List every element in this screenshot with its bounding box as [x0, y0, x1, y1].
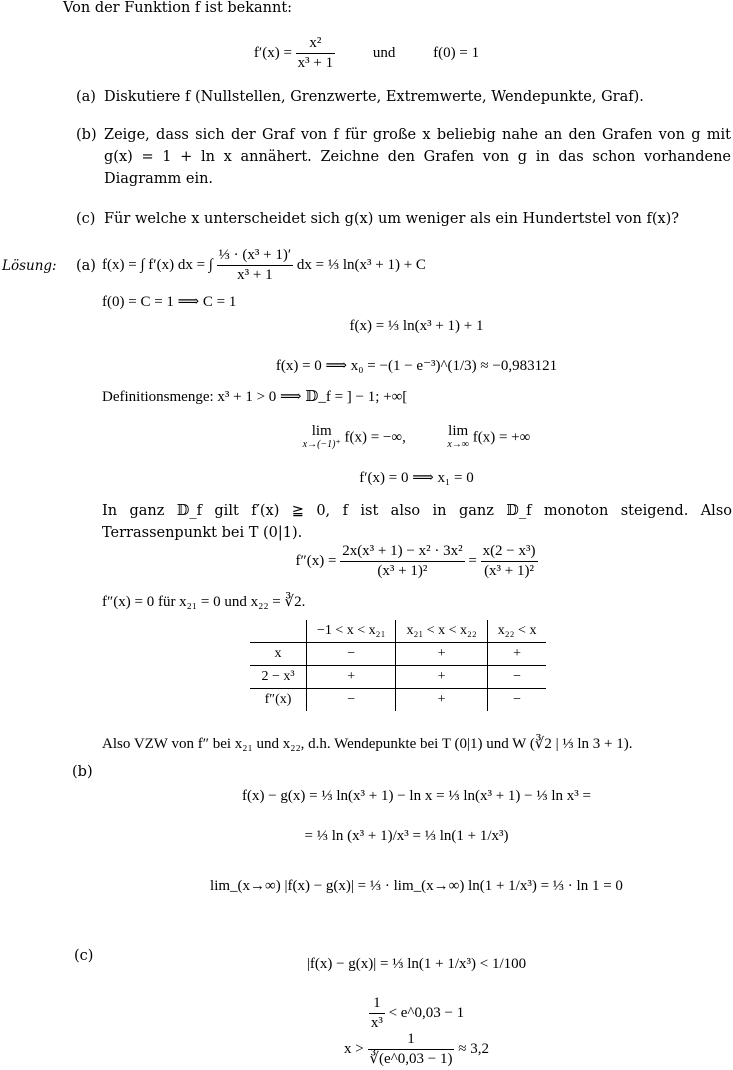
given-den: x³ + 1: [297, 55, 334, 71]
header-cell: x₂₂ < x: [487, 620, 546, 643]
sign-table-row: [250, 689, 546, 712]
integral-num: ⅓ · (x³ + 1)′: [218, 247, 292, 263]
task-c-text: Für welche x unterscheidet sich g(x) um weniger als ein Hundertstel von f(x)?: [104, 211, 680, 227]
table-cell: −: [487, 666, 546, 689]
header-cell: [250, 620, 307, 643]
c-num1: 1: [373, 995, 381, 1011]
table-cell: x: [250, 643, 307, 666]
c-lhs3: x >: [344, 1040, 364, 1057]
c-frac3: [368, 1030, 455, 1069]
table-cell: −: [307, 689, 396, 712]
sign-table-row: [250, 643, 546, 666]
given-f0: f(0) = 1: [433, 44, 480, 61]
sol-a-second-derivative: [50, 542, 733, 581]
c-tail1: < e^0,03 − 1: [388, 1004, 465, 1021]
sign-table-header: [250, 620, 546, 643]
sol-a-monotone: In ganz 𝔻_f gilt f′(x) ≧ 0, f ist also in ganz 𝔻_f monoton steigend. Also Terrassenpunkt bei T (0|1).: [102, 503, 732, 541]
c-den1: x³: [370, 1015, 383, 1031]
sol-a-integral: [102, 246, 426, 285]
integral-den: x³ + 1: [217, 265, 293, 285]
sol-a-stationary: f′(x) = 0 ⟹ x₁ = 0: [359, 470, 474, 486]
second-num1: 2x(x³ + 1) − x² · 3x²: [342, 543, 463, 559]
intro-text: Von der Funktion f ist bekannt:: [63, 0, 293, 16]
lim2-tail: f(x) = +∞: [472, 429, 531, 446]
c-den3: ∛(e^0,03 − 1): [369, 1051, 453, 1067]
sol-b-line2: = ⅓ ln (x³ + 1)/x³ = ⅓ ln(1 + 1/x³): [304, 828, 509, 844]
sol-a-conclusion: Also VZW von f″ bei x₂₁ und x₂₂, d.h. Wendepunkte bei T (0|1) und W (∛2 | ⅓ ln 3 + 1).: [102, 736, 633, 752]
table-cell: f″(x): [250, 689, 307, 712]
lim1-tail: f(x) = −∞,: [344, 429, 406, 446]
integral-tail: dx = ⅓ ln(x³ + 1) + C: [296, 256, 426, 273]
table-cell: +: [307, 666, 396, 689]
task-b: [76, 124, 731, 190]
sol-a-f-result: f(x) = ⅓ ln(x³ + 1) + 1: [349, 318, 484, 334]
given-and: und: [372, 44, 396, 61]
second-den2: (x³ + 1)²: [481, 561, 538, 581]
solution-label: Lösung:: [2, 258, 57, 274]
second-den1: (x³ + 1)²: [340, 561, 464, 581]
sign-table-row: [250, 666, 546, 689]
lim1-sub: x→(−1)⁺: [302, 439, 341, 450]
sol-a-zero: f(x) = 0 ⟹ x₀ = −(1 − e⁻³)^(1/3) ≈ −0,983121: [275, 358, 558, 374]
table-cell: +: [396, 689, 487, 712]
lim1: [303, 424, 341, 452]
sol-b-label: (b): [72, 764, 93, 780]
task-a-label: (a): [76, 89, 96, 105]
table-cell: +: [396, 666, 487, 689]
second-lhs: f″(x) =: [295, 552, 337, 569]
c-tail3: ≈ 3,2: [458, 1040, 489, 1057]
integral-fraction: [217, 246, 293, 285]
integral-lhs: f(x) = ∫ f′(x) dx = ∫: [102, 256, 213, 273]
table-cell: −: [307, 643, 396, 666]
sol-c-line1: |f(x) − g(x)| = ⅓ ln(1 + 1/x³) < 1/100: [306, 956, 527, 972]
sol-b-line3: lim_(x→∞) |f(x) − g(x)| = ⅓ · lim_(x→∞) ln(1 + 1/x³) = ⅓ · ln 1 = 0: [210, 878, 623, 894]
given-num: x²: [309, 35, 322, 51]
lim1-op: lim: [311, 423, 332, 439]
sol-a-limits: [50, 424, 733, 452]
second-num2: x(2 − x³): [482, 543, 536, 559]
task-b-text: Zeige, dass sich der Graf von f für große x beliebig nahe an den Grafen von g mit g(x) = 1 + ln x annähert. Zeichne den Grafen von g in das schon vorhandene Diagramm ein.: [104, 127, 731, 187]
given-equation: [0, 34, 733, 73]
task-a: [76, 86, 731, 108]
given-lhs: f′(x) =: [253, 44, 292, 61]
table-cell: −: [487, 689, 546, 712]
table-cell: 2 − x³: [250, 666, 307, 689]
sol-a-c-line: f(0) = C = 1 ⟹ C = 1: [102, 294, 237, 310]
header-cell: −1 < x < x₂₁: [307, 620, 396, 643]
sign-table: [250, 620, 546, 711]
task-c: [76, 208, 731, 230]
c-frac1: [369, 994, 385, 1033]
header-cell: x₂₁ < x < x₂₂: [396, 620, 487, 643]
second-frac1: [340, 542, 464, 581]
c-num3: 1: [407, 1031, 415, 1047]
sol-a-label: (a): [76, 258, 96, 274]
task-a-text: Diskutiere f (Nullstellen, Grenzwerte, Extremwerte, Wendepunkte, Graf).: [104, 89, 644, 105]
given-fraction: [296, 34, 335, 73]
task-c-label: (c): [76, 211, 96, 227]
second-frac2: [481, 542, 538, 581]
lim2-sub: x→∞: [447, 439, 469, 450]
sol-a-domain: Definitionsmenge: x³ + 1 > 0 ⟹ 𝔻_f = ] − 1; +∞[: [102, 389, 408, 405]
table-cell: +: [396, 643, 487, 666]
table-cell: +: [487, 643, 546, 666]
sol-c-line2: [50, 994, 733, 1033]
lim2-op: lim: [448, 423, 469, 439]
lim2: [447, 424, 469, 452]
sol-a-second-zero: f″(x) = 0 für x₂₁ = 0 und x₂₂ = ∛2.: [102, 594, 306, 610]
sol-c-label: (c): [74, 948, 94, 964]
sol-b-line1: f(x) − g(x) = ⅓ ln(x³ + 1) − ln x = ⅓ ln(x³ + 1) − ⅓ ln x³ =: [241, 788, 592, 804]
sol-c-line3: [50, 1030, 733, 1069]
second-eq: =: [468, 552, 477, 569]
task-b-label: (b): [76, 127, 97, 143]
